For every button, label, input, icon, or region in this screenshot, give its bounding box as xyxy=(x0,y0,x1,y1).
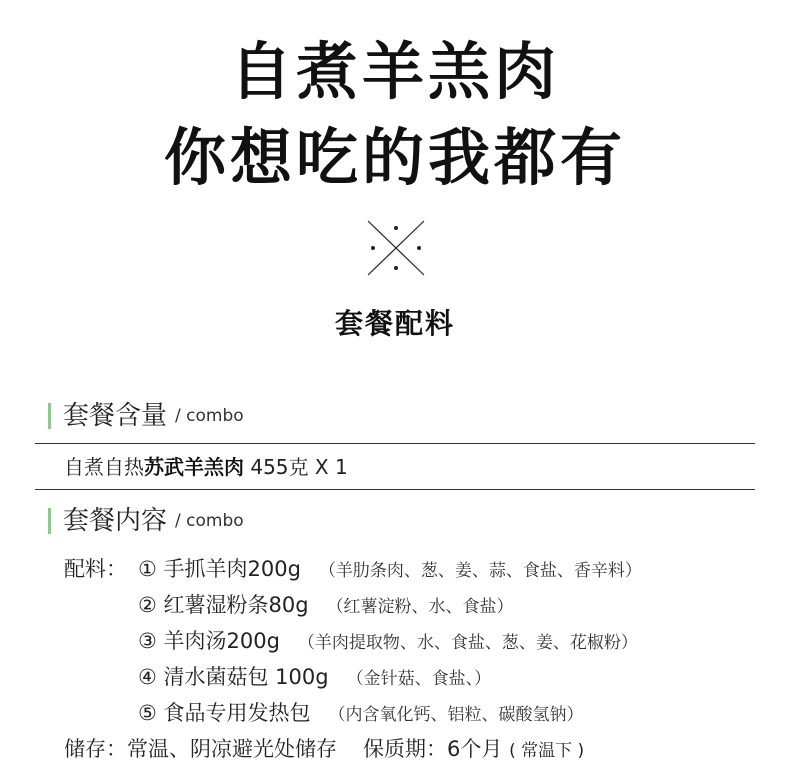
ingredient-item xyxy=(138,625,638,657)
combo-header-label: 套餐含量 xyxy=(63,401,168,431)
page-title-line-1: 自煮羊羔肉 xyxy=(229,35,560,108)
combo-header-en: / combo xyxy=(175,406,244,426)
ingredient-note: （红薯淀粉、水、食盐） xyxy=(326,597,514,617)
ingredient-note: （内含氧化钙、铝粒、碳酸氢钠） xyxy=(328,705,584,725)
accent-bar xyxy=(48,508,51,534)
ingredient-item xyxy=(138,661,491,693)
storage-line xyxy=(64,733,584,765)
shelf-life-note: ( 常温下 ) xyxy=(509,741,585,761)
ingredient-note: （金针菇、食盐、） xyxy=(346,669,492,689)
ingredients-label: 配料： xyxy=(64,557,127,581)
ingredient-note: （羊肋条肉、葱、姜、蒜、食盐、香辛料） xyxy=(318,561,642,581)
section-heading: 套餐配料 xyxy=(334,307,455,340)
ingredient-name: ② 红薯湿粉条80g xyxy=(138,593,309,617)
divider-line xyxy=(35,443,755,444)
ingredient-item xyxy=(138,697,584,729)
page-title-line-2: 你想吃的我都有 xyxy=(163,121,626,194)
ingredient-name: ① 手抓羊肉200g xyxy=(138,557,301,581)
storage-label: 储存： xyxy=(64,737,127,761)
shelf-life-label: 保质期： xyxy=(363,737,447,761)
combo-header xyxy=(48,398,244,434)
storage-value: 常温、阴凉避光处储存 xyxy=(127,737,337,761)
shelf-life-value: 6个月 xyxy=(447,737,503,761)
combo-quantity: 455克 X 1 xyxy=(244,455,348,479)
content-header xyxy=(48,503,244,539)
ingredient-name: ⑤ 食品专用发热包 xyxy=(138,701,311,725)
content-header-en: / combo xyxy=(175,511,244,531)
accent-bar xyxy=(48,403,51,429)
combo-line xyxy=(64,452,348,482)
ingredient-note: （羊肉提取物、水、食盐、葱、姜、花椒粉） xyxy=(297,633,638,653)
ingredient-item xyxy=(138,553,642,585)
divider-line xyxy=(35,489,755,490)
combo-product-name: 苏武羊羔肉 xyxy=(144,455,244,479)
combo-prefix: 自煮自热 xyxy=(64,455,144,479)
ingredient-name: ④ 清水菌菇包 100g xyxy=(138,665,329,689)
ingredient-name: ③ 羊肉汤200g xyxy=(138,629,280,653)
ingredient-item xyxy=(138,589,514,621)
cross-dots-icon xyxy=(366,219,426,277)
content-header-label: 套餐内容 xyxy=(63,506,168,536)
